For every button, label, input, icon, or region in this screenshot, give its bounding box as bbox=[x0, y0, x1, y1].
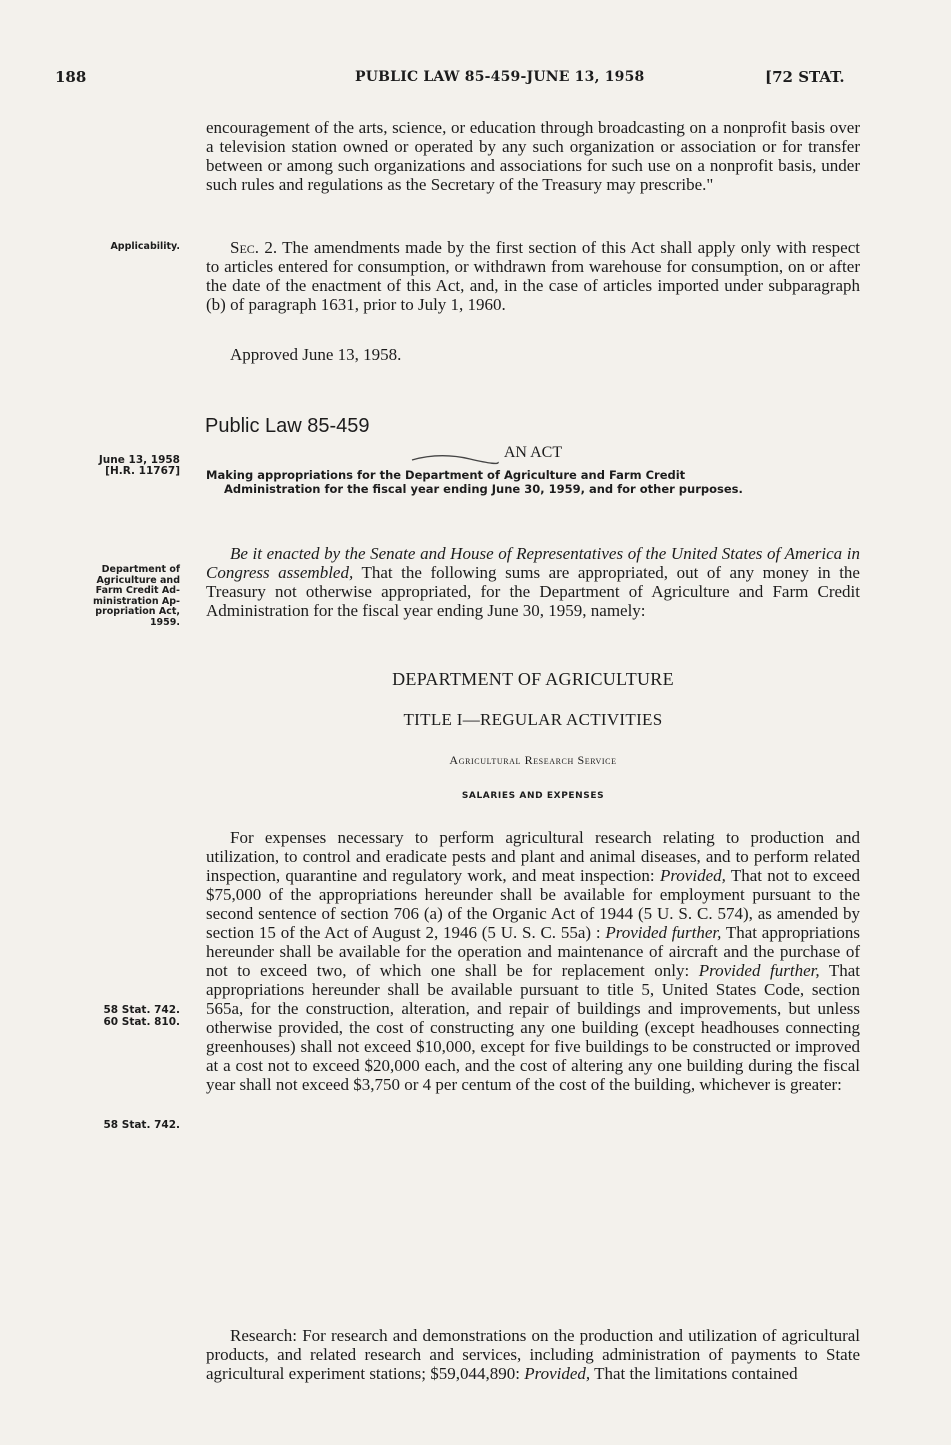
department-heading: DEPARTMENT OF AGRICULTURE bbox=[392, 669, 674, 689]
margin-note-act-name: Department of Agriculture and Farm Credit Ad- ministration Ap- propriation Act, 1959. bbox=[93, 564, 180, 628]
provided-further-italic-1: Provided further, bbox=[605, 923, 722, 942]
research-paragraph bbox=[206, 1326, 860, 1383]
salaries-subheading: SALARIES AND EXPENSES bbox=[461, 791, 605, 801]
approved-line: Approved June 13, 1958. bbox=[230, 345, 402, 364]
act-description-first: Making appropriations for the Department of Agriculture and Farm Credit bbox=[206, 468, 686, 482]
margin-note-citations-1: 58 Stat. 742. 60 Stat. 810. bbox=[103, 1004, 180, 1028]
provided-italic-1: Provided, bbox=[659, 866, 726, 885]
margin-note-bill-date: June 13, 1958 [H.R. 11767] bbox=[98, 454, 180, 477]
continuation-paragraph: encouragement of the arts, science, or education through broadcasting on a nonprofit basis over a television station owned or operated by any such organization or association or for transfer between or among such organizations and associations for such use on a nonprofit basis, under such rules and regulations as the Secretary of the Treasury may prescribe." bbox=[206, 118, 860, 194]
research-text-1: Research: For research and demonstrations on the production and utilization of agricultural products, and related research and services, including administration of payments to State agricultural experiment stations; $59,044,890: bbox=[206, 1326, 860, 1383]
provided-further-italic-2: Provided further, bbox=[698, 961, 820, 980]
running-title: PUBLIC LAW 85-459-JUNE 13, 1958 bbox=[355, 69, 645, 85]
margin-note-citation-2: 58 Stat. 742. bbox=[103, 1119, 180, 1131]
public-law-number: Public Law 85-459 bbox=[205, 415, 370, 437]
expenses-text-3: That appropriations hereunder shall be available for the operation and maintenance of aircraft and the purchase of not to exceed two, of which one shall be for replacement only: bbox=[206, 923, 860, 980]
expenses-text-4: That appropriations hereunder shall be available pursuant to title 5, United States Code, section 565a, for the construction, alteration, and repair of buildings and improvements, but unless otherwise provided, the cost of constructing any one building (except headhouses connecting greenhouses) shall not exceed $10,000, except for five buildings to be constructed or improved at a cost not to exceed $20,000 each, and the cost of altering any one building during the fiscal year shall not exceed $3,750 or 4 per centum of the cost of the building, whichever is greater: bbox=[206, 961, 860, 1094]
title-heading: TITLE I—REGULAR ACTIVITIES bbox=[403, 710, 663, 729]
enacting-clause bbox=[206, 544, 860, 620]
section-2-paragraph bbox=[206, 238, 860, 314]
section-2-label: Sec. 2. bbox=[230, 238, 278, 257]
expenses-paragraph bbox=[206, 828, 860, 1094]
expenses-text-1: For expenses necessary to perform agricultural research relating to production and utilization, to control and eradicate pests and plant and animal diseases, and to perform related inspection, quarantine and regulatory work, and meat inspection: bbox=[206, 828, 860, 885]
margin-note-applicability: Applicability. bbox=[110, 241, 180, 252]
section-2-body: The amendments made by the first section of this Act shall apply only with respect to articles entered for consumption, or withdrawn from warehouse for consumption, on or after the date of the enactment of this Act, and, in the case of articles imported under subparagraph (b) of paragraph 1631, prior to July 1, 1960. bbox=[206, 238, 860, 314]
provided-italic-2: Provided, bbox=[524, 1364, 591, 1383]
service-heading: Agricultural Research Service bbox=[449, 753, 617, 767]
act-flourish-ornament bbox=[410, 450, 500, 466]
act-description bbox=[206, 468, 860, 496]
research-text-2: That the limitations contained bbox=[594, 1364, 798, 1383]
act-heading: AN ACT bbox=[503, 444, 563, 461]
act-description-rest: Administration for the fiscal year ending June 30, 1959, and for other purposes. bbox=[224, 482, 743, 496]
enacting-clause-italic: Be it enacted by the Senate and House of Representatives of the United States of America in Congress assembled, bbox=[206, 544, 860, 582]
volume-reference: [72 STAT. bbox=[765, 68, 845, 86]
page-number: 188 bbox=[55, 68, 87, 86]
enacting-clause-rest: That the following sums are appropriated, out of any money in the Treasury not otherwise appropriated, for the Department of Agriculture and Farm Credit Administration for the fiscal year ending June 30, 1959, namely: bbox=[206, 563, 860, 620]
expenses-text-2: That not to exceed $75,000 of the appropriations hereunder shall be available for employment pursuant to the second sentence of section 706 (a) of the Organic Act of 1944 (5 U. S. C. 574), as amended by section 15 of the Act of August 2, 1946 (5 U. S. C. 55a) : bbox=[206, 866, 860, 942]
